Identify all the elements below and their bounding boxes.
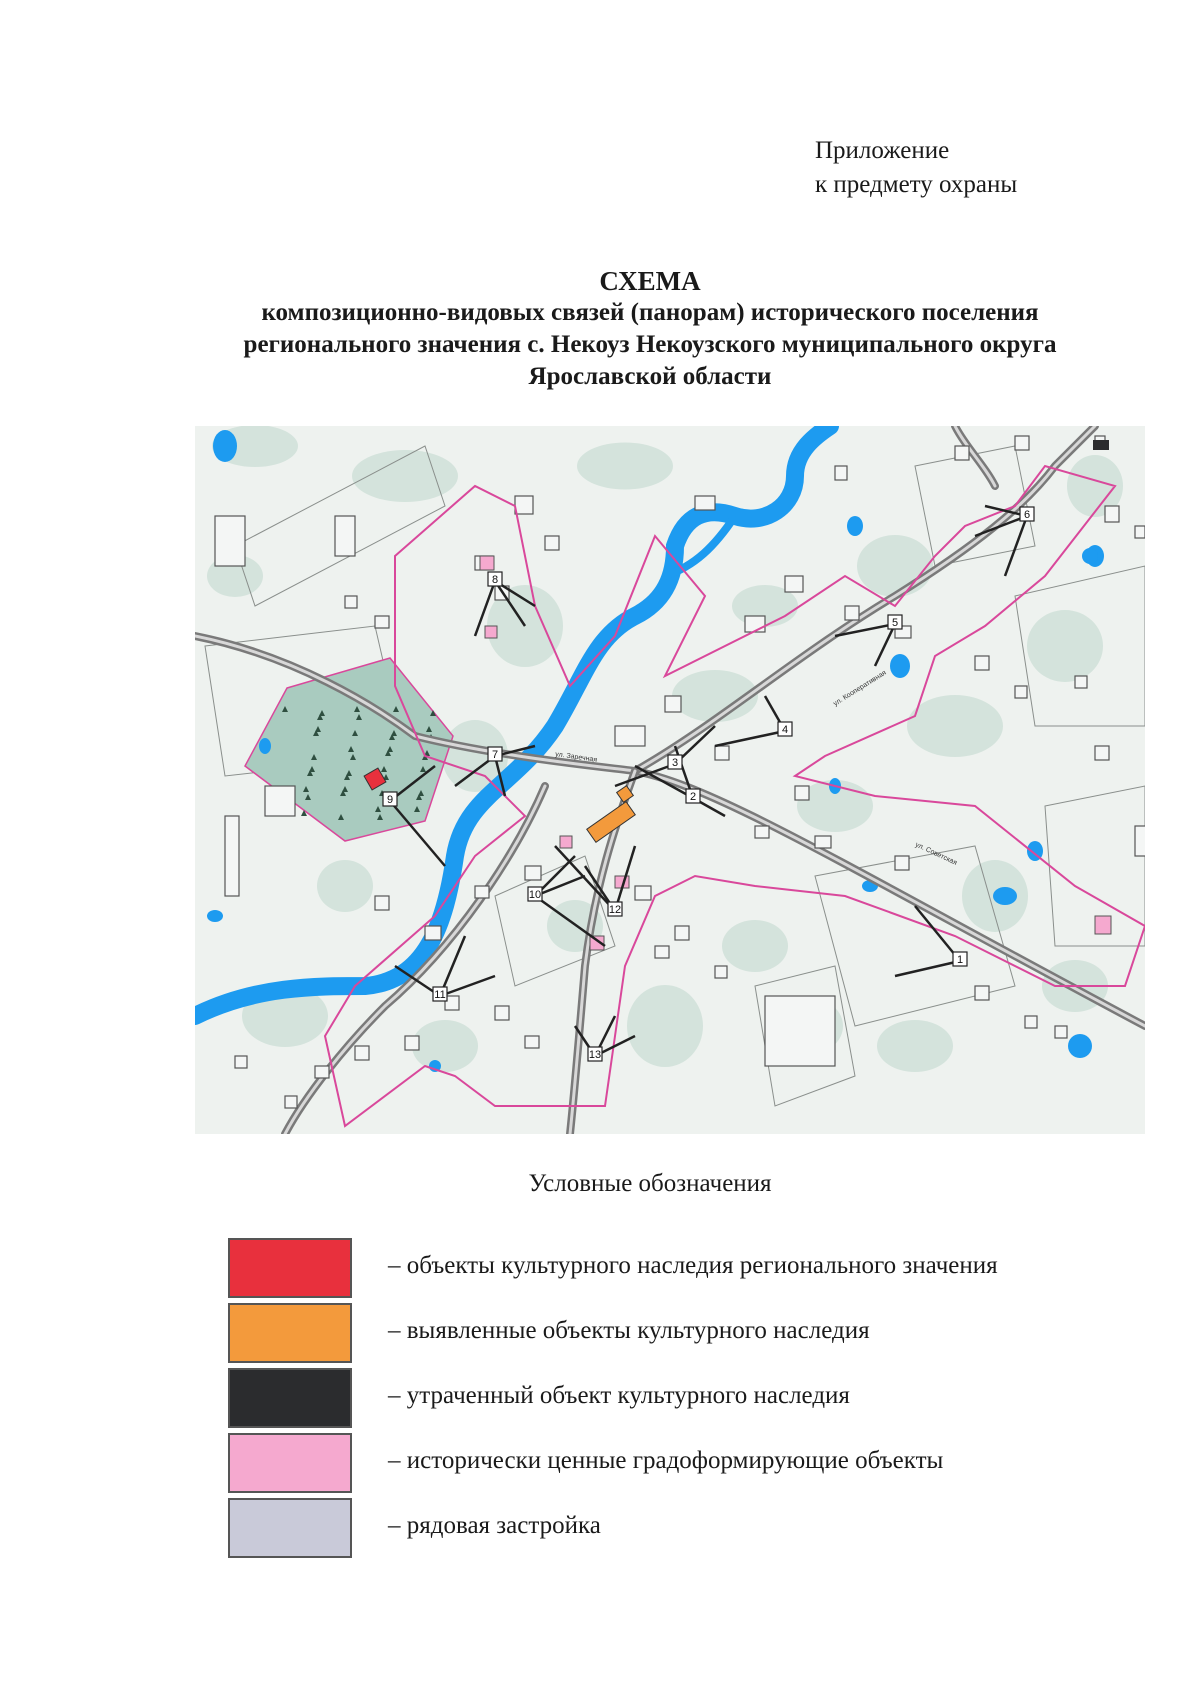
legend-swatch — [228, 1498, 352, 1558]
building — [615, 726, 645, 746]
building — [1105, 506, 1119, 522]
viewpoint-number: 5 — [891, 617, 899, 629]
settlement-map — [195, 426, 1145, 1134]
historic-building — [480, 556, 494, 570]
pond — [890, 654, 910, 678]
pond — [993, 887, 1017, 905]
building — [715, 746, 729, 760]
street-label: ул. Советская — [914, 841, 958, 867]
legend-label: – утраченный объект культурного наследия — [388, 1382, 850, 1409]
building — [1055, 1026, 1067, 1038]
pond — [213, 430, 237, 462]
vegetation-area — [412, 1020, 478, 1072]
viewpoint-number: 3 — [671, 757, 679, 769]
building — [975, 986, 989, 1000]
legend-item-lost-object — [228, 1368, 1128, 1430]
vegetation-area — [907, 695, 1003, 757]
legend-item-historic-objects — [228, 1433, 1128, 1495]
appendix-caption — [815, 134, 1017, 202]
building — [835, 466, 847, 480]
building — [765, 996, 835, 1066]
building — [715, 966, 727, 978]
building — [495, 1006, 509, 1020]
building — [375, 616, 389, 628]
vegetation-area — [627, 985, 703, 1067]
building — [1095, 746, 1109, 760]
building — [225, 816, 239, 896]
historic-building — [1095, 916, 1111, 934]
building — [405, 1036, 419, 1050]
vegetation-area — [317, 860, 373, 912]
building — [265, 786, 295, 816]
historic-building — [560, 836, 572, 848]
building — [215, 516, 245, 566]
viewpoint-number: 10 — [528, 889, 542, 901]
historic-building — [485, 626, 497, 638]
legend-item-region-objects — [228, 1238, 1128, 1300]
legend-title: Условные обозначения — [528, 1170, 772, 1197]
building — [785, 576, 803, 592]
building — [315, 1066, 329, 1078]
pond — [207, 910, 223, 922]
building — [475, 886, 489, 898]
building — [375, 896, 389, 910]
viewpoint-number: 6 — [1023, 509, 1031, 521]
building — [695, 496, 715, 510]
vegetation-area — [722, 920, 788, 972]
building — [1135, 526, 1145, 538]
viewpoint-number: 7 — [491, 749, 499, 761]
pond — [1082, 548, 1098, 564]
heading-line-3: регионального значения с. Некоуз Некоузского муниципального округа — [243, 331, 1057, 358]
viewpoint-number: 4 — [781, 724, 789, 736]
vegetation-area — [877, 1020, 953, 1072]
viewpoint-number: 2 — [689, 791, 697, 803]
legend-label: – объекты культурного наследия регионального значения — [388, 1252, 998, 1279]
lost-heritage-object — [1093, 440, 1109, 450]
legend-label: – выявленные объекты культурного наследия — [388, 1317, 870, 1344]
building — [895, 856, 909, 870]
street-label: ул. Заречная — [554, 751, 598, 764]
viewpoint-number: 12 — [608, 904, 622, 916]
legend-swatch — [228, 1303, 352, 1363]
appendix-line-1: Приложение — [815, 137, 950, 164]
viewpoint-number: 8 — [491, 574, 499, 586]
building — [1015, 436, 1029, 450]
building — [545, 536, 559, 550]
viewpoint-number: 1 — [956, 954, 964, 966]
building — [655, 946, 669, 958]
building — [745, 616, 765, 632]
heading-line-1: СХЕМА — [599, 266, 701, 296]
building — [515, 496, 533, 514]
heading-line-4: Ярославской области — [528, 363, 772, 390]
legend-swatch — [228, 1368, 352, 1428]
building — [815, 836, 831, 848]
building — [525, 1036, 539, 1048]
building — [525, 866, 541, 880]
heading-line-2: композиционно-видовых связей (панорам) исторического поселения — [261, 299, 1039, 326]
viewpoint-number: 9 — [386, 794, 394, 806]
building — [665, 696, 681, 712]
viewpoint-number: 11 — [434, 989, 446, 1001]
pond — [259, 738, 271, 754]
pond — [1068, 1034, 1092, 1058]
building — [425, 926, 441, 940]
building — [635, 886, 651, 900]
legend-item-identified-objects — [228, 1303, 1128, 1365]
vegetation-area — [1027, 610, 1103, 682]
building — [345, 596, 357, 608]
building — [675, 926, 689, 940]
legend-swatch — [228, 1238, 352, 1298]
building — [1025, 1016, 1037, 1028]
legend-label: – исторически ценные градоформирующие объекты — [388, 1447, 944, 1474]
building — [1075, 676, 1087, 688]
appendix-line-2: к предмету охраны — [815, 171, 1018, 198]
document-heading — [150, 265, 1150, 393]
legend-label: – рядовая застройка — [388, 1512, 601, 1539]
map-canvas — [195, 426, 1145, 1134]
building — [975, 656, 989, 670]
building — [235, 1056, 247, 1068]
building — [355, 1046, 369, 1060]
legend-item-ordinary-buildings — [228, 1498, 1128, 1560]
building — [755, 826, 769, 838]
building — [845, 606, 859, 620]
viewpoint-number: 13 — [588, 1049, 602, 1061]
legend-swatch — [228, 1433, 352, 1493]
building — [1015, 686, 1027, 698]
building — [955, 446, 969, 460]
pond — [847, 516, 863, 536]
building — [285, 1096, 297, 1108]
building — [335, 516, 355, 556]
vegetation-area — [857, 535, 933, 597]
street-label: ул. Кооперативная — [832, 669, 888, 708]
building — [1135, 826, 1145, 856]
vegetation-area — [577, 443, 673, 490]
building — [795, 786, 809, 800]
